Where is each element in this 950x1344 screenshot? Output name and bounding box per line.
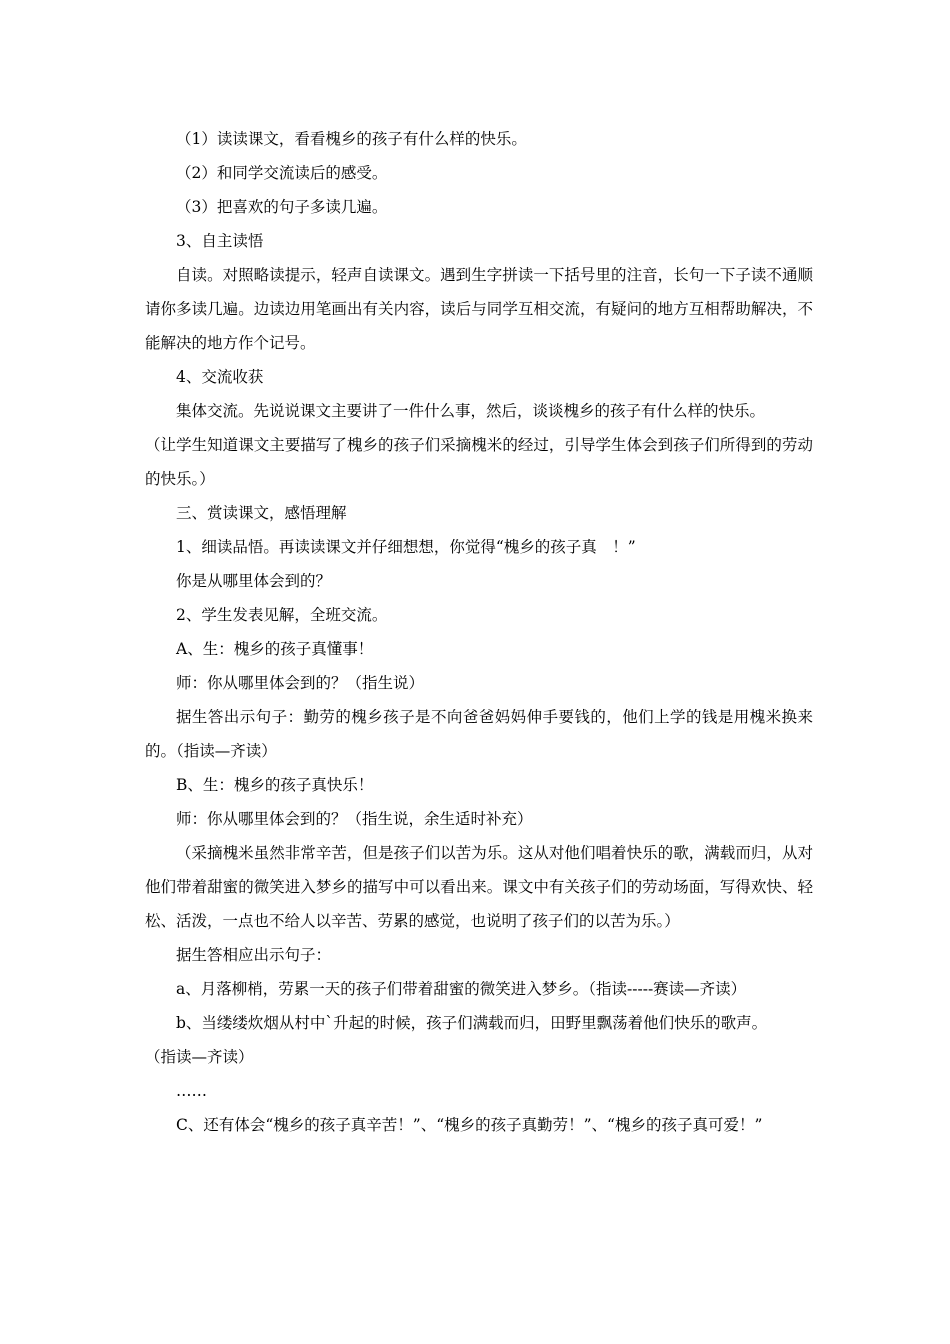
paragraph: 据生答相应出示句子： (176, 946, 332, 964)
paragraph: 师：你从哪里体会到的？（指生说，余生适时补充） (176, 810, 533, 828)
paragraph: （让学生知道课文主要描写了槐乡的孩子们采摘槐米的经过，引导学生体会到孩子们所得到的劳动的快乐。） (145, 436, 813, 488)
paragraph: C、还有体会“槐乡的孩子真辛苦！”、“槐乡的孩子真勤劳！”、“槐乡的孩子真可爱！” (176, 1116, 763, 1134)
paragraph: （3）把喜欢的句子多读几遍。 (176, 198, 388, 216)
section-heading: 4、交流收获 (176, 368, 264, 386)
paragraph: 1、细读品悟。再读读课文并仔细想想，你觉得“槐乡的孩子真 ！” (176, 538, 636, 556)
paragraph: （1）读读课文，看看槐乡的孩子有什么样的快乐。 (176, 130, 527, 148)
paragraph: 据生答出示句子：勤劳的槐乡孩子是不向爸爸妈妈伸手要钱的，他们上学的钱是用槐米换来的。（指读—齐读） (145, 708, 813, 760)
ellipsis: …… (176, 1082, 207, 1100)
paragraph: 自读。对照略读提示，轻声自读课文。遇到生字拼读一下括号里的注音，长句一下子读不通顺请你多读几遍。边读边用笔画出有关内容，读后与同学互相交流，有疑问的地方互相帮助解决，不能解决的地方作个记号。 (145, 266, 813, 352)
document-body (145, 122, 813, 1142)
paragraph: 集体交流。先说说课文主要讲了一件什么事，然后，谈谈槐乡的孩子有什么样的快乐。 (176, 402, 766, 420)
paragraph: a、月落柳梢，劳累一天的孩子们带着甜蜜的微笑进入梦乡。（指读-----赛读—齐读） (176, 980, 747, 998)
paragraph: A、生：槐乡的孩子真懂事！ (176, 640, 374, 658)
paragraph: 你是从哪里体会到的？ (176, 572, 332, 590)
paragraph: （采摘槐米虽然非常辛苦，但是孩子们以苦为乐。这从对他们唱着快乐的歌，满载而归，从对他们带着甜蜜的微笑进入梦乡的描写中可以看出来。课文中有关孩子们的劳动场面，写得欢快、轻松、活泼，一点也不给人以辛苦、劳累的感觉，也说明了孩子们的以苦为乐。） (145, 844, 813, 930)
paragraph: b、当缕缕炊烟从村中`升起的时候，孩子们满载而归，田野里飘荡着他们快乐的歌声。 (176, 1014, 768, 1032)
paragraph: 师：你从哪里体会到的？（指生说） (176, 674, 425, 692)
paragraph: B、生：槐乡的孩子真快乐！ (176, 776, 374, 794)
paragraph: （2）和同学交流读后的感受。 (176, 164, 388, 182)
paragraph: （指读—齐读） (145, 1048, 254, 1066)
section-heading: 3、自主读悟 (176, 232, 264, 250)
section-heading: 三、赏读课文，感悟理解 (176, 504, 347, 522)
paragraph: 2、学生发表见解，全班交流。 (176, 606, 388, 624)
